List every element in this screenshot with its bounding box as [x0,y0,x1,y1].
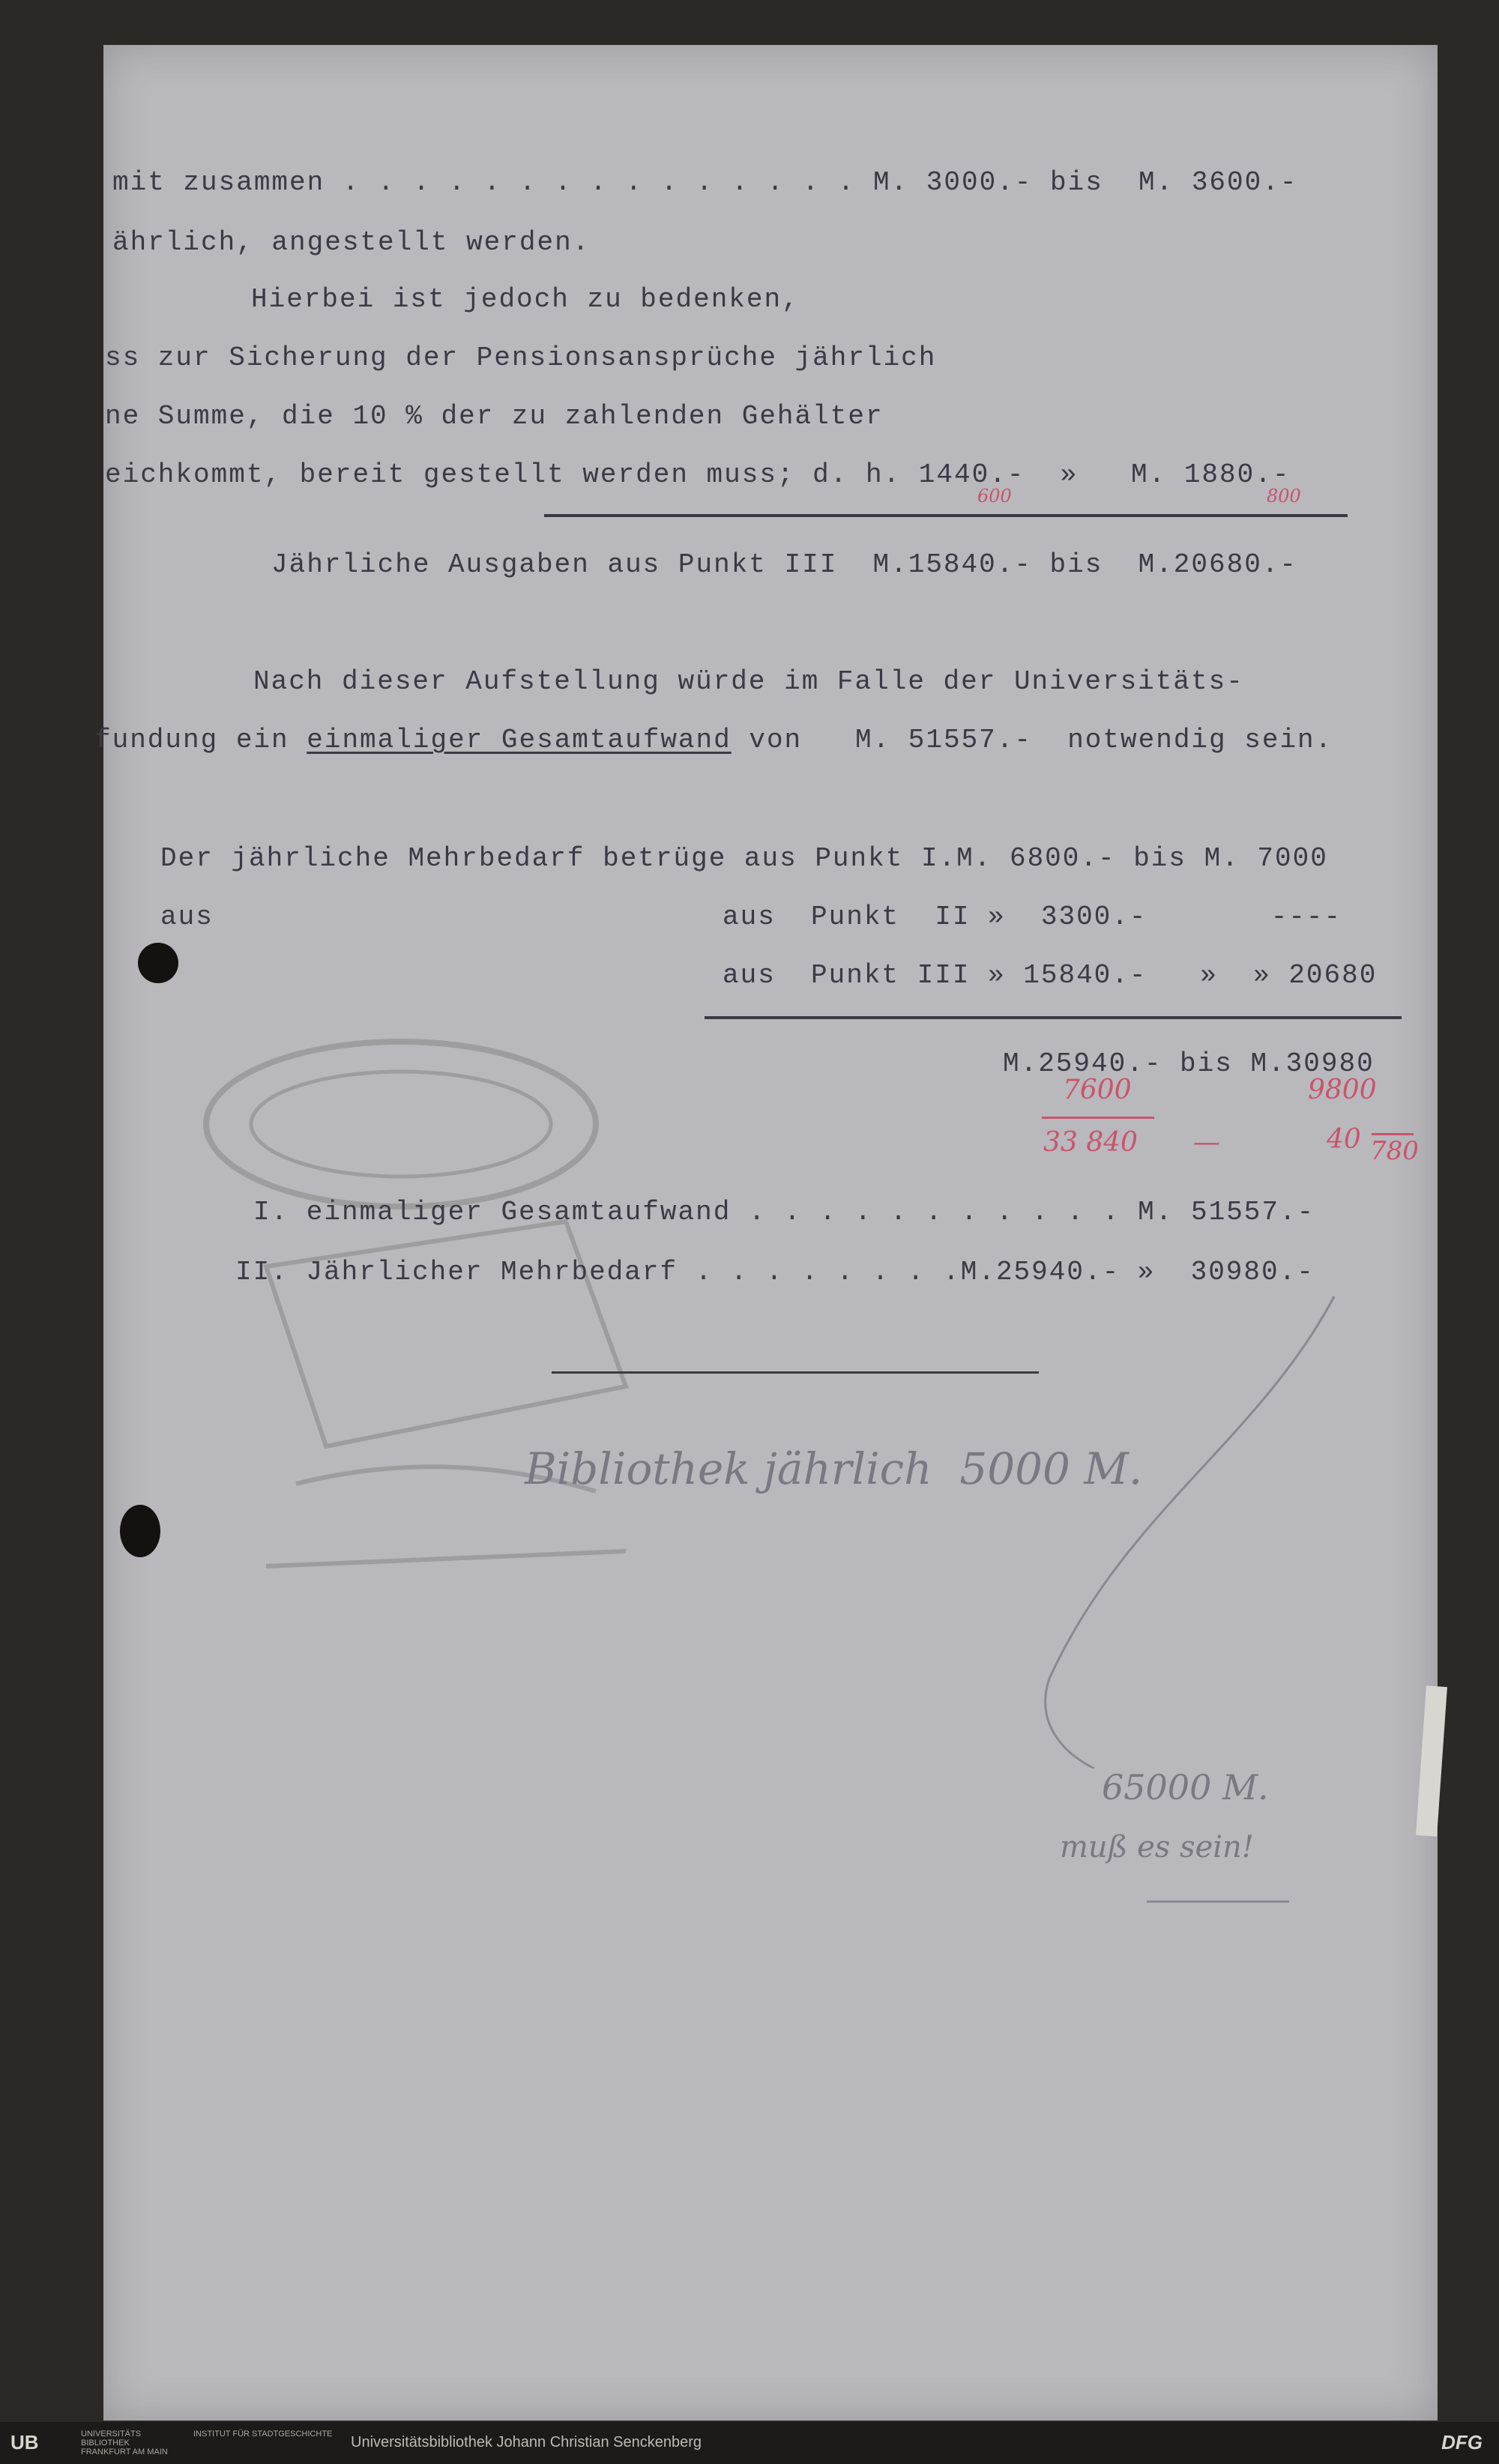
text-line-9-a: fundung ein [94,725,307,755]
text-line-9-c: von M. 51557.- notwendig sein. [731,725,1333,755]
text-line-9 [94,725,1333,755]
pencil-note-muss: muß es sein! [1060,1830,1254,1864]
red-note-7600: 7600 [1063,1075,1132,1105]
ub-logo: UB [10,2431,39,2454]
text-line-9-underlined: einmaliger Gesamtaufwand [307,725,732,755]
text-line-10: Der jährliche Mehrbedarf betrüge aus Punkt I.M. 6800.- bis M. 7000 [160,843,1328,874]
text-line-4: ss zur Sicherung der Pensionsansprüche jährlich [105,342,937,373]
sum-rule-1 [544,514,1348,517]
text-line-13: M.25940.- bis M.30980 [1003,1048,1375,1079]
footer-bar [0,2422,1499,2464]
red-note-600: 600 [977,486,1012,507]
text-line-1: mit zusammen . . . . . . . . . . . . . . . M. 3000.- bis M. 3600.- [112,167,1298,198]
pencil-note-65000: 65000 M. [1102,1767,1269,1808]
red-note-780: 780 [1370,1136,1419,1166]
pencil-curve-stroke [1034,1289,1349,1769]
text-line-11-right: aus Punkt II » 3300.- ---- [723,902,1342,932]
summary-line-2: II. Jährlicher Mehrbedarf . . . . . . . .M.25940.- » 30980.- [235,1257,1315,1287]
institute-label: INSTITUT FÜR STADTGESCHICHTE [193,2430,333,2439]
text-line-11-left: aus [160,902,214,932]
text-line-6: eichkommt, bereit gestellt werden muss; d. h. 1440.- » M. 1880.- [105,459,1291,490]
text-line-7: Jährliche Ausgaben aus Punkt III M.15840.- bis M.20680.- [271,549,1298,580]
red-note-dash: — [1193,1127,1220,1158]
closing-rule [552,1371,1039,1374]
pencil-note-bibliothek: Bibliothek jährlich 5000 M. [525,1443,1143,1494]
text-line-3: Hierbei ist jedoch zu bedenken, [251,284,800,315]
red-note-9800: 9800 [1308,1075,1377,1105]
text-line-12: aus Punkt III » 15840.- » » 20680 [723,960,1378,991]
red-underline [1042,1117,1154,1119]
red-fraction-bar [1372,1133,1414,1135]
punch-hole-top [138,943,178,983]
text-line-5: ne Summe, die 10 % der zu zahlenden Gehälter [105,401,884,432]
library-name: Universitätsbibliothek Johann Christian Senckenberg [351,2434,702,2451]
text-line-8: Nach dieser Aufstellung würde im Falle der Universitäts- [253,666,1244,697]
ub-small-text: UNIVERSITÄTS BIBLIOTHEK FRANKFURT AM MAIN [81,2430,168,2457]
pencil-underline [1147,1900,1289,1903]
red-note-33840: 33 840 [1043,1127,1138,1158]
punch-hole-bottom [120,1505,160,1557]
faint-stamp [176,997,686,1604]
dfg-logo: DFG [1441,2431,1483,2454]
summary-line-1: I. einmaliger Gesamtaufwand . . . . . . . . . . . M. 51557.- [253,1197,1315,1228]
red-note-40: 40 [1327,1124,1361,1155]
sum-rule-2 [705,1016,1402,1019]
text-line-2: ährlich, angestellt werden. [112,227,591,258]
red-note-800: 800 [1267,486,1301,507]
